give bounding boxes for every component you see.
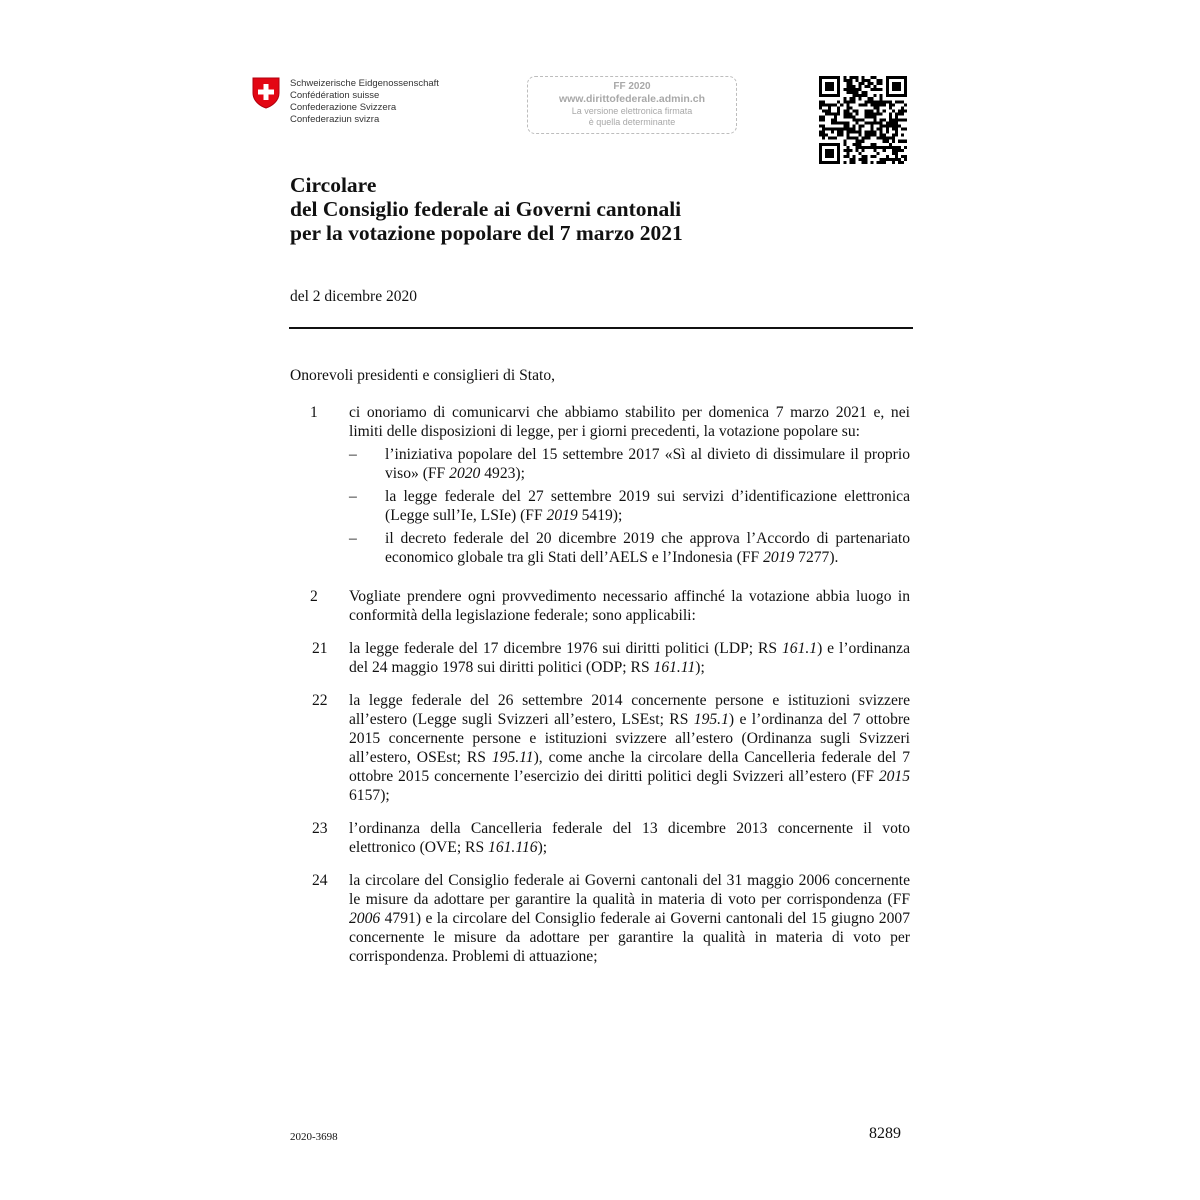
- votation-items: [349, 445, 910, 567]
- item-ref-year: 2019: [763, 549, 795, 566]
- confederation-name-it: Confederazione Svizzera: [290, 102, 397, 113]
- stamp-line-2: www.dirittofederale.admin.ch: [558, 93, 706, 105]
- paragraph-24: [290, 871, 910, 966]
- confederation-name-de: Schweizerische Eidgenossenschaft: [290, 78, 439, 89]
- item-text: l’iniziativa popolare del 15 settembre 2017 «Sì al divieto di dissimulare il proprio viso» (FF: [385, 446, 910, 482]
- salutation: Onorevoli presidenti e consiglieri di Stato,: [290, 367, 556, 384]
- title-divider: [289, 327, 913, 329]
- title-line-1: Circolare: [290, 173, 377, 197]
- list-item: – l’iniziativa popolare del 15 settembre 2017 «Sì al divieto di dissimulare il proprio viso» (FF 2020 4923);: [349, 446, 910, 482]
- paragraph-1: [290, 403, 910, 567]
- item-text: il decreto federale del 20 dicembre 2019 che approva l’Accordo di partenariato economico globale tra gli Stati dell’AELS e l’Indonesia (FF: [385, 530, 910, 566]
- item-ref-page: 7277).: [794, 549, 839, 566]
- paragraph-21: [290, 639, 910, 677]
- paragraph-text: Vogliate prendere ogni provvedimento necessario affinché la votazione abbia luogo in conformità della legislazione federale; sono applicabili:: [349, 588, 910, 624]
- paragraph-number: 21: [312, 640, 328, 657]
- paragraph-text: ci onoriamo di comunicarvi che abbiamo stabilito per domenica 7 marzo 2021 e, nei limiti delle disposizioni di legge, per i giorni precedenti, la votazione popolare su:: [349, 404, 910, 440]
- list-item: – la legge federale del 27 settembre 2019 sui servizi d’identificazione elettronica (Legge sull’Ie, LSIe) (FF 2019 5419);: [349, 488, 910, 524]
- paragraph-22: [290, 691, 910, 805]
- item-ref-year: 2020: [449, 465, 481, 482]
- swiss-coat-of-arms-icon: [252, 77, 280, 109]
- item-ref-page: 4923);: [480, 465, 525, 482]
- paragraph-number: 2: [310, 588, 318, 605]
- document-title: [290, 173, 910, 245]
- paragraph-number: 1: [310, 404, 318, 421]
- paragraph-text: la legge federale del 17 dicembre 1976 sui diritti politici (LDP; RS 161.1) e l’ordinanza del 24 maggio 1978 sui diritti politici (ODP; RS 161.11);: [349, 640, 910, 676]
- paragraph-text: la circolare del Consiglio federale ai Governi cantonali del 31 maggio 2006 concernente le misure da adottare per garantire la qualità in materia di voto per corrispondenza (FF 2006 4791) e la circolare del Consiglio federale ai Governi cantonali del 15 giugno 2007 concernente le misure da adottare per garantire la qualità in materia di voto per corrispondenza. Problemi di attuazione;: [349, 872, 910, 965]
- title-line-2: del Consiglio federale ai Governi cantonali: [290, 197, 682, 221]
- title-line-3: per la votazione popolare del 7 marzo 2021: [290, 221, 683, 245]
- item-ref-year: 2019: [546, 507, 578, 524]
- confederation-name-fr: Confédération suisse: [290, 90, 380, 101]
- paragraph-23: [290, 819, 910, 857]
- document-body: [290, 366, 910, 980]
- qr-code-icon: [819, 76, 907, 164]
- confederation-name-rm: Confederaziun svizra: [290, 114, 380, 125]
- paragraph-text: la legge federale del 26 settembre 2014 concernente persone e istituzioni svizzere all’estero (Legge sugli Svizzeri all’estero, LSEst; RS 195.1) e l’ordinanza del 7 ottobre 2015 concernente persone e istituzioni svizzere all’estero (Ordinanza sugli Svizzeri all’estero, OSEst; RS 195.11), come anche la circolare della Cancelleria federale del 7 ottobre 2015 concernente l’esercizio dei diritti politici degli Svizzeri all’estero (FF 2015 6157);: [349, 692, 911, 804]
- footer-reference: 2020-3698: [290, 1131, 338, 1143]
- paragraph-2: [290, 587, 910, 625]
- publication-stamp: [527, 76, 737, 134]
- stamp-line-4: è quella determinante: [588, 117, 676, 127]
- document-date: del 2 dicembre 2020: [290, 288, 417, 305]
- paragraph-text: l’ordinanza della Cancelleria federale del 13 dicembre 2013 concernente il voto elettronico (OVE; RS 161.116);: [349, 820, 910, 856]
- paragraph-number: 24: [312, 872, 328, 889]
- confederation-names: [290, 78, 439, 126]
- stamp-line-3: La versione elettronica firmata: [571, 106, 693, 116]
- paragraph-number: 23: [312, 820, 328, 837]
- paragraph-number: 22: [312, 692, 328, 709]
- list-item: – il decreto federale del 20 dicembre 2019 che approva l’Accordo di partenariato economico globale tra gli Stati dell’AELS e l’Indonesia (FF 2019 7277).: [349, 530, 910, 566]
- stamp-line-1: FF 2020: [613, 81, 651, 92]
- item-text: la legge federale del 27 settembre 2019 sui servizi d’identificazione elettronica (Legge sull’Ie, LSIe) (FF: [385, 488, 910, 524]
- page-number: 8289: [869, 1125, 901, 1142]
- item-ref-page: 5419);: [577, 507, 623, 524]
